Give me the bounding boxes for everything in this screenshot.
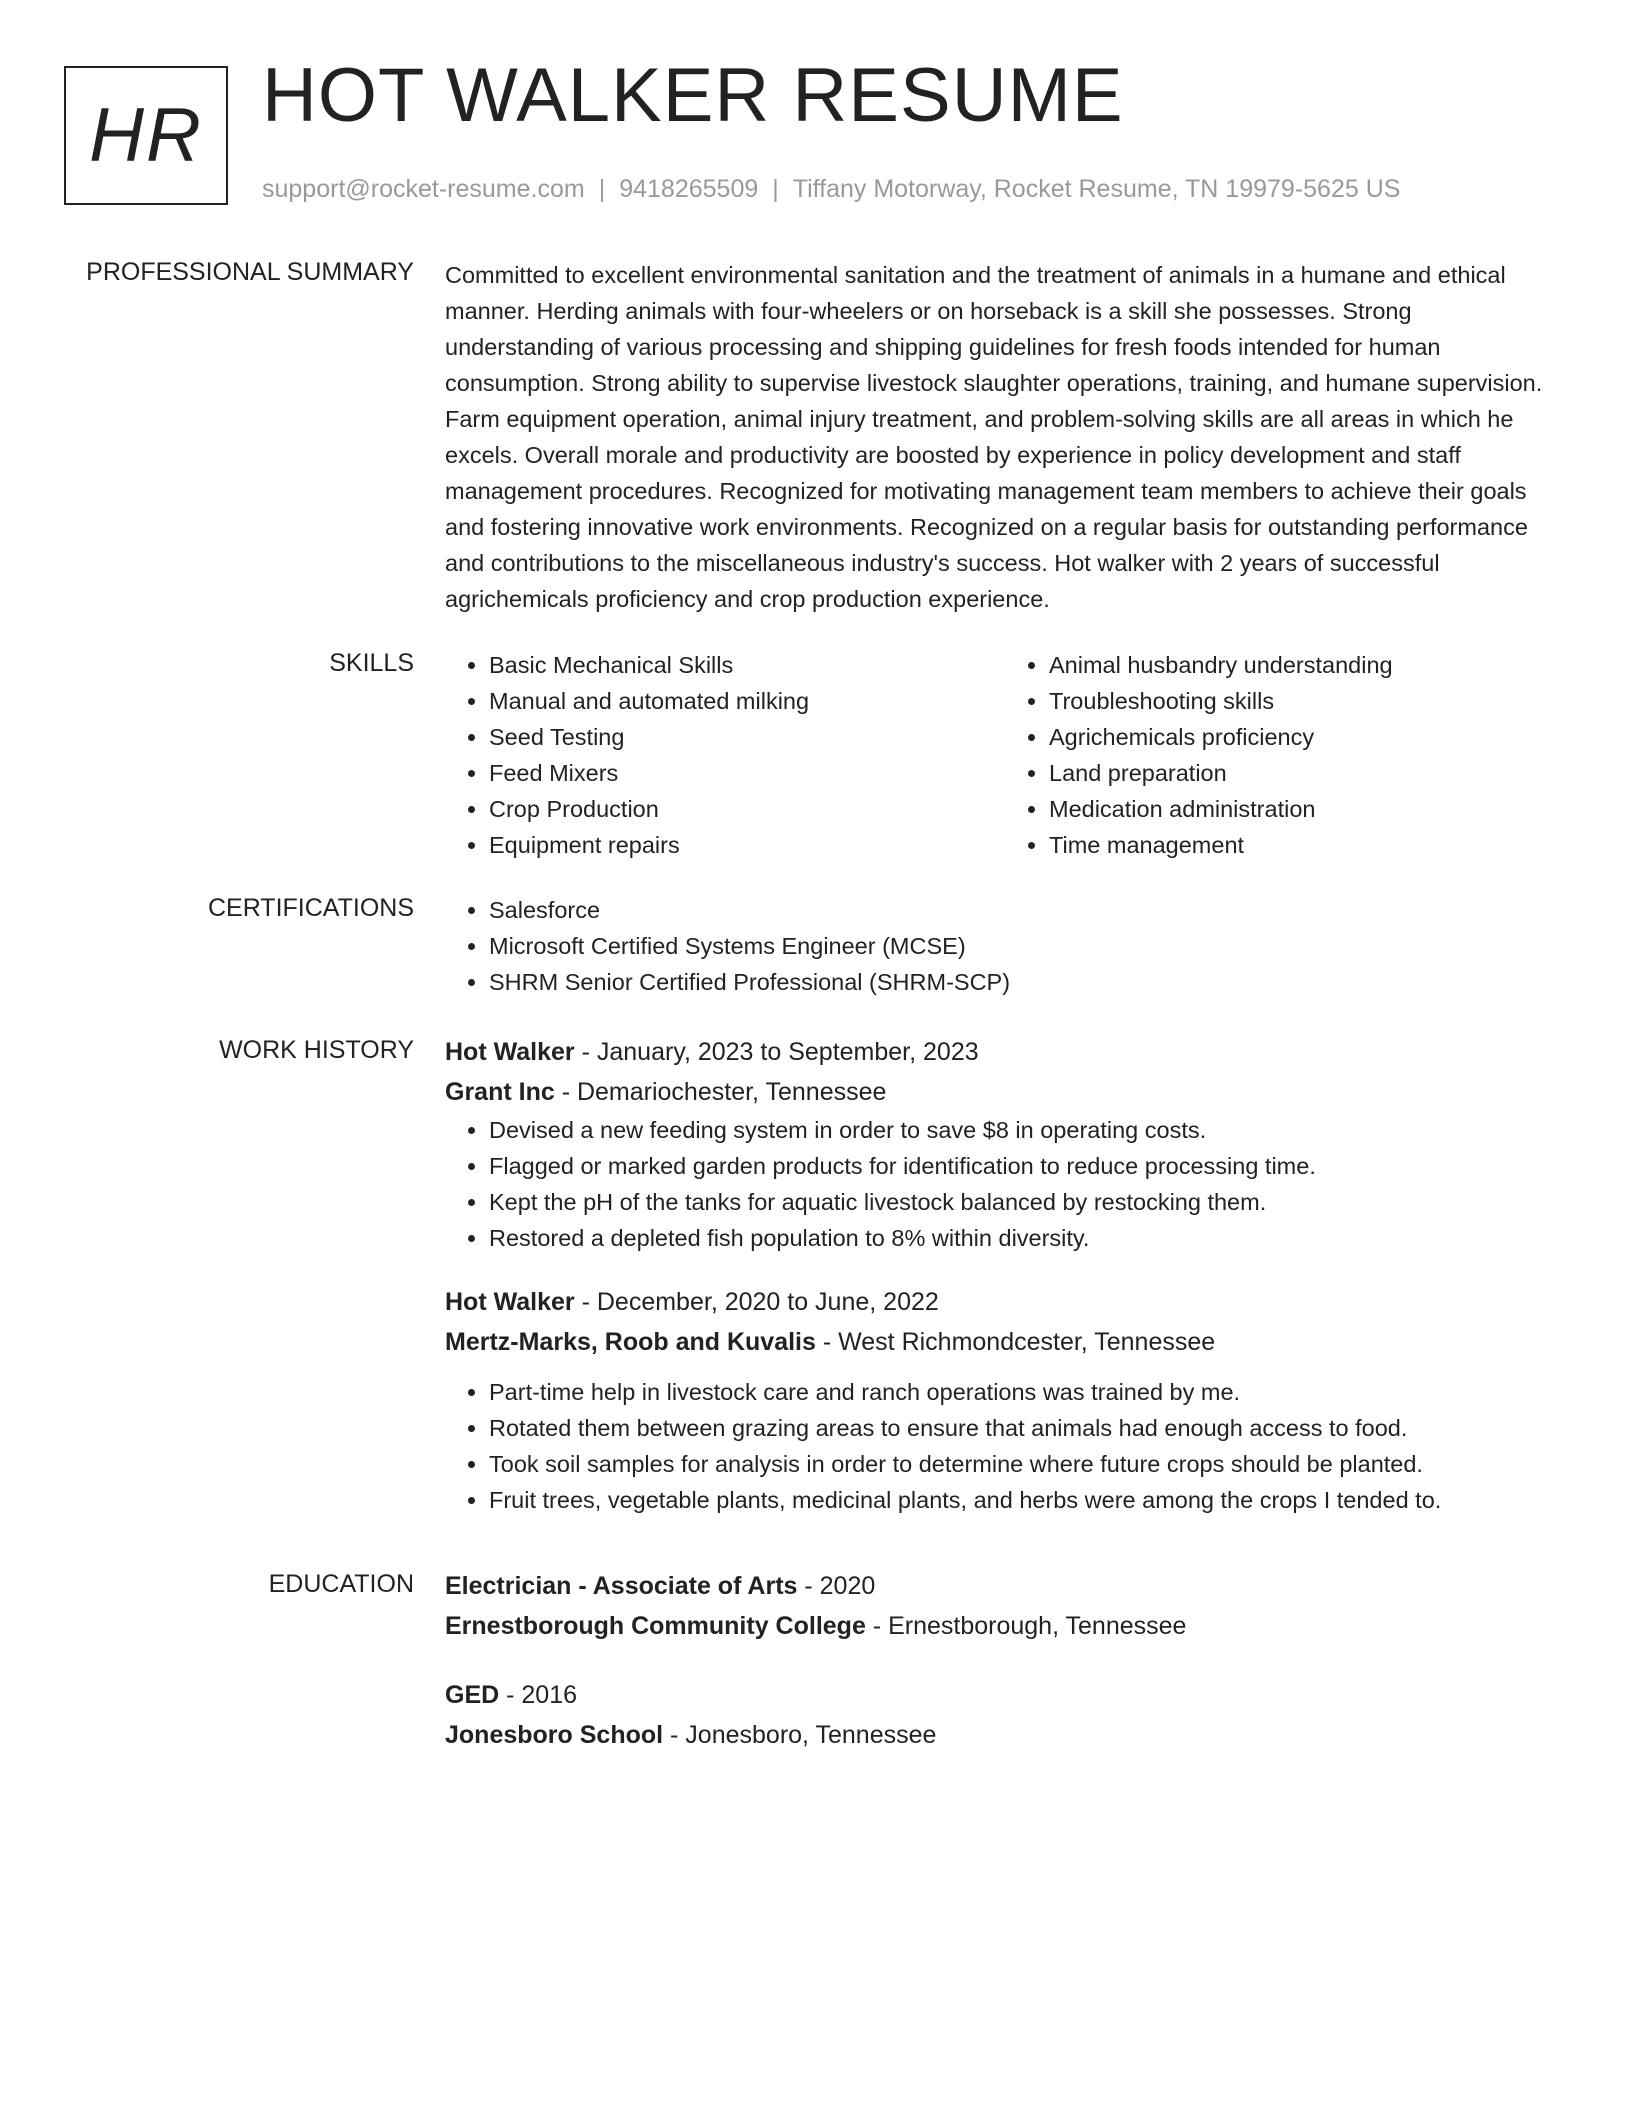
job-bullet: • Took soil samples for analysis in order to determine where future crops should be planted. <box>489 1446 1565 1482</box>
job-entry <box>445 1032 1565 1256</box>
job-bullet: • Flagged or marked garden products for identification to reduce processing time. <box>489 1148 1565 1184</box>
contact-separator: | <box>772 175 779 203</box>
education-entry <box>445 1566 1565 1646</box>
skill-item: • Equipment repairs <box>489 827 1005 863</box>
job-title: Hot Walker <box>445 1288 575 1316</box>
job-dates: - January, 2023 to September, 2023 <box>574 1038 979 1066</box>
section-label-education: EDUCATION <box>268 1570 414 1598</box>
job-title: Hot Walker <box>445 1038 575 1066</box>
section-label-work-history: WORK HISTORY <box>219 1036 414 1064</box>
education-school: Ernestborough Community College <box>445 1612 866 1640</box>
education-degree: Electrician - Associate of Arts <box>445 1572 798 1600</box>
job-bullet: • Rotated them between grazing areas to ensure that animals had enough access to food. <box>489 1410 1565 1446</box>
certifications-section <box>445 892 1565 1000</box>
skill-item: • Medication administration <box>1049 791 1565 827</box>
skills-section <box>445 647 1565 863</box>
skill-item: • Land preparation <box>1049 755 1565 791</box>
job-company: Mertz-Marks, Roob and Kuvalis <box>445 1328 816 1356</box>
job-title-line <box>445 1282 1565 1322</box>
skill-item: • Agrichemicals proficiency <box>1049 719 1565 755</box>
education-school: Jonesboro School <box>445 1721 664 1749</box>
skill-item: • Manual and automated milking <box>489 683 1005 719</box>
skills-list-left <box>445 647 1005 863</box>
job-bullet: • Fruit trees, vegetable plants, medicinal plants, and herbs were among the crops I tended to. <box>489 1482 1565 1518</box>
job-company-line <box>445 1322 1565 1362</box>
education-degree-line <box>445 1675 1565 1715</box>
job-bullets <box>445 1374 1565 1518</box>
job-dates: - December, 2020 to June, 2022 <box>574 1288 939 1316</box>
contact-phone[interactable]: 9418265509 <box>619 175 759 203</box>
job-bullet: • Part-time help in livestock care and ranch operations was trained by me. <box>489 1374 1565 1410</box>
job-bullets <box>445 1112 1565 1256</box>
contact-separator: | <box>598 175 606 203</box>
skill-item: • Troubleshooting skills <box>1049 683 1565 719</box>
job-location: - West Richmondcester, Tennessee <box>815 1328 1216 1356</box>
contact-address: Tiffany Motorway, Rocket Resume, TN 19979-5625 US <box>792 175 1401 203</box>
skill-item: • Feed Mixers <box>489 755 1005 791</box>
summary-section <box>445 257 1565 617</box>
job-title-line <box>445 1032 1565 1072</box>
education-year: - 2016 <box>499 1681 578 1709</box>
education-degree-line <box>445 1566 1565 1606</box>
education-location: - Jonesboro, Tennessee <box>663 1721 937 1749</box>
certifications-list <box>445 892 1565 1000</box>
section-label-summary: PROFESSIONAL SUMMARY <box>86 258 414 286</box>
job-bullet: • Kept the pH of the tanks for aquatic livestock balanced by restocking them. <box>489 1184 1565 1220</box>
certification-item: • Microsoft Certified Systems Engineer (MCSE) <box>489 928 1565 964</box>
education-degree: GED <box>445 1681 500 1709</box>
education-entry <box>445 1675 1565 1755</box>
education-section <box>445 1566 1565 1755</box>
education-school-line <box>445 1606 1565 1646</box>
certification-item: • Salesforce <box>489 892 1565 928</box>
job-bullet: • Restored a depleted fish population to 8% within diversity. <box>489 1220 1565 1256</box>
section-label-skills: SKILLS <box>329 649 414 677</box>
work-history-section <box>445 1032 1565 1518</box>
skill-item: • Animal husbandry understanding <box>1049 647 1565 683</box>
monogram-logo: HR <box>64 66 228 205</box>
education-year: - 2020 <box>797 1572 876 1600</box>
section-label-certifications: CERTIFICATIONS <box>207 894 414 922</box>
job-bullet: • Devised a new feeding system in order to save $8 in operating costs. <box>489 1112 1565 1148</box>
skill-item: • Time management <box>1049 827 1565 863</box>
education-school-line <box>445 1715 1565 1755</box>
job-entry <box>445 1282 1565 1518</box>
job-company: Grant Inc <box>445 1078 555 1106</box>
job-company-line <box>445 1072 1565 1112</box>
skills-list-right <box>1005 647 1565 863</box>
resume-title: HOT WALKER RESUME <box>262 53 1124 138</box>
skill-item: • Seed Testing <box>489 719 1005 755</box>
contact-email[interactable]: support@rocket-resume.com <box>262 175 585 203</box>
job-location: - Demariochester, Tennessee <box>554 1078 887 1106</box>
summary-text: Committed to excellent environmental sanitation and the treatment of animals in a humane and ethical manner. Herding animals with four-wheelers or on horseback is a skill she possesses. Strong understanding of various processing and shipping guidelines for fresh foods intended for human consumption. Strong ability to supervise livestock slaughter operations, training, and humane supervision. Farm equipment operation, animal injury treatment, and problem-solving skills are all areas in which he excels. Overall morale and productivity are boosted by experience in policy development and staff management procedures. Recognized for motivating management team members to achieve their goals and fostering innovative work environments. Recognized on a regular basis for outstanding performance and contributions to the miscellaneous industry's success. Hot walker with 2 years of successful agrichemicals proficiency and crop production experience. <box>445 262 1543 612</box>
contact-line <box>262 174 1400 204</box>
certification-item: • SHRM Senior Certified Professional (SHRM-SCP) <box>489 964 1565 1000</box>
skills-grid <box>445 647 1565 863</box>
skill-item: • Crop Production <box>489 791 1005 827</box>
skill-item: • Basic Mechanical Skills <box>489 647 1005 683</box>
education-location: - Ernestborough, Tennessee <box>865 1612 1187 1640</box>
